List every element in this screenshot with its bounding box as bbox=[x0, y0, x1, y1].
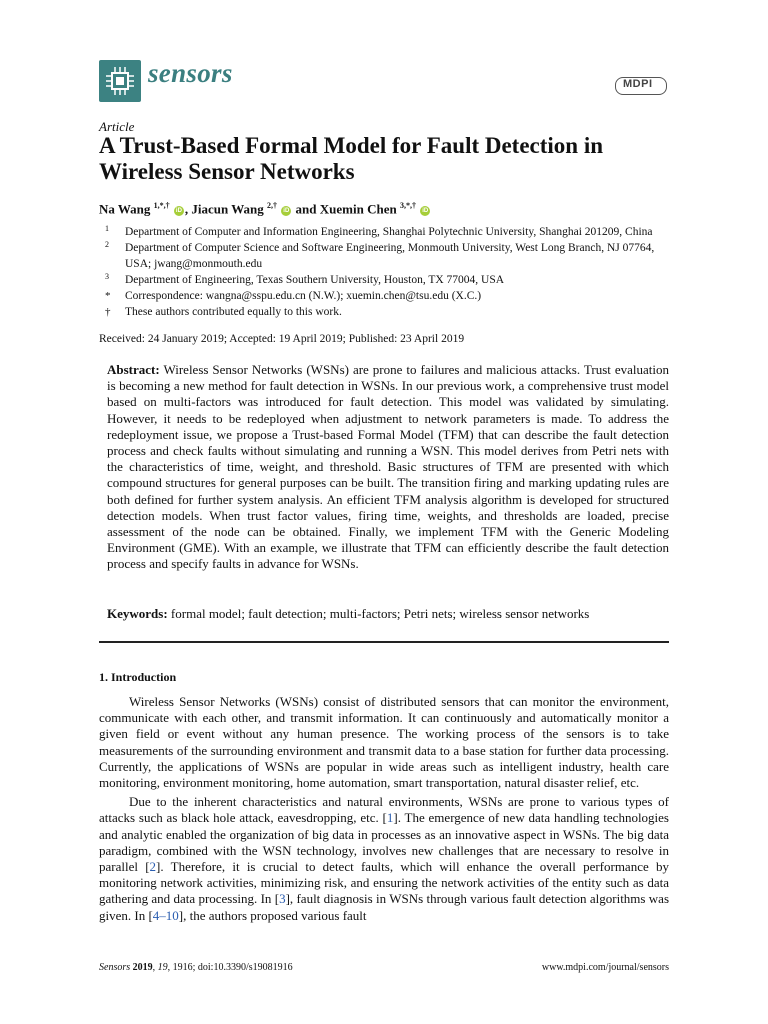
journal-logo-icon bbox=[99, 60, 141, 102]
keywords-label: Keywords: bbox=[107, 606, 168, 621]
paragraph: Wireless Sensor Networks (WSNs) consist of distributed sensors that can monitor the environment, communicate with each other, and transmit information. It can continuously and automatically monitor a given field or event without any human presence. The working process of the sensors is to take measurements of the surrounding environment and transmit data to a base station for further data processing. Currently, the applications of WSNs are popular in wide areas such as intelligent industry, health care monitoring, environment monitoring, home automation, smart transportation, natural disaster relief, etc. bbox=[99, 694, 669, 791]
author-name[interactable]: Na Wang bbox=[99, 201, 151, 217]
citation-link[interactable]: 3 bbox=[279, 891, 286, 907]
orcid-icon[interactable]: iD bbox=[422, 208, 429, 215]
section-heading: 1. Introduction bbox=[99, 670, 177, 684]
author-affiliation-marker: 3,*,† bbox=[399, 201, 416, 210]
affiliation-item: 3 Department of Engineering, Texas Southern University, Houston, TX 77004, USA bbox=[105, 272, 505, 286]
paper-title: A Trust-Based Formal Model for Fault Detection in Wireless Sensor Networks bbox=[99, 133, 604, 184]
footer-url[interactable]: www.mdpi.com/journal/sensors bbox=[541, 962, 669, 973]
orcid-icon[interactable]: iD bbox=[175, 208, 182, 215]
section-divider bbox=[99, 641, 669, 643]
keywords bbox=[107, 606, 669, 622]
citation-link[interactable]: 1 bbox=[386, 810, 394, 826]
journal-name: sensors bbox=[148, 58, 233, 88]
citation-link[interactable]: 4–10 bbox=[152, 907, 179, 923]
section-body bbox=[99, 694, 669, 924]
abstract bbox=[107, 362, 669, 573]
affiliation-item: 1 Department of Computer and Information Engineering, Shanghai Polytechnic University, Shanghai 201209, China bbox=[105, 224, 653, 238]
affiliation-item: 2 Department of Computer Science and Software Engineering, Monmouth University, West Long Branch, NJ 07764, USA; jwang@monmouth.edu bbox=[105, 240, 655, 270]
author-affiliation-marker: 2,† bbox=[267, 201, 278, 210]
citation-link[interactable]: 2 bbox=[149, 859, 157, 875]
author-name[interactable]: Xuemin Chen bbox=[319, 201, 397, 217]
publisher-name: MDPI bbox=[623, 78, 653, 90]
keywords-text: formal model; fault detection; multi-factors; Petri nets; wireless sensor networks bbox=[170, 606, 590, 621]
author-affiliation-marker: 1,*,† bbox=[153, 201, 170, 210]
correspondence-item: * Correspondence: wangna@sspu.edu.cn (N.W.); xuemin.chen@tsu.edu (X.C.) bbox=[105, 290, 482, 302]
orcid-icon[interactable]: iD bbox=[283, 208, 290, 215]
author-name[interactable]: Jiacun Wang bbox=[191, 201, 264, 217]
author-list: Na Wang $^{1,*,\dagger}$ iD , Jiacun Wang $^{2,\dagger}$ iD and Xuemin Chen $^{3,*,\dagger}$ iD bbox=[99, 201, 429, 217]
publication-dates: Received: 24 January 2019; Accepted: 19 April 2019; Published: 23 April 2019 bbox=[99, 333, 465, 345]
footer-citation: Sensors 2019, 19, 1916; doi:10.3390/s19081916 bbox=[99, 962, 293, 973]
paragraph: Due to the inherent characteristics and natural environments, WSNs are prone to various types of attacks such as black hole attack, eavesdropping, etc. [1]. The emergence of new data handling technologies and analytic enabled the organization of big data in processes as an innovative aspect in WSNs. The big data paradigm, combined with the WSN technology, involves new challenges that are necessary to resolve in parallel [2]. Therefore, it is crucial to detect faults, which will enhance the overall performance by monitoring network activities, minimizing risk, and ensuring the network activities of the entity such as data gathering and data processing. In [3], fault diagnosis in WSNs through various fault detection algorithms was given. In [4–10], the authors proposed various fault bbox=[99, 794, 670, 923]
abstract-label: Abstract: bbox=[107, 362, 160, 377]
publisher-logo bbox=[612, 70, 668, 96]
equal-contribution-note: † These authors contributed equally to this work. bbox=[105, 306, 342, 318]
affiliation-list bbox=[99, 224, 669, 320]
abstract-text: Wireless Sensor Networks (WSNs) are prone to failures and malicious attacks. Trust evaluation is becoming a new method for fault detection in WSNs. In our previous work, a comprehensive trust model based on multi-factors was introduced for fault detection. This model was validated by simulating. However, it needs to be redeployed when adjustment to network parameters is made. To address the redeployment issue, we propose a Trust-based Formal Model (TFM) that can describe the fault detection process and check faults without simulating and running a WSN. This model derives from Petri nets with the characteristics of time, weight, and threshold. Basic structures of TFM are presented with which compound structures for general purposes can be built. The transition firing and marking updating rules are both defined for further system analysis. An efficient TFM analysis algorithm is developed for structured detection models. When trust factor values, firing time, weights, and thresholds are loaded, precise assessment of the node can be obtained. Finally, we implement TFM with the Generic Modeling Environment (GME). With an example, we illustrate that TFM can efficiently describe the fault detection process and specify faults in advance for WSNs. bbox=[107, 362, 669, 572]
article-type: Article bbox=[99, 119, 135, 134]
